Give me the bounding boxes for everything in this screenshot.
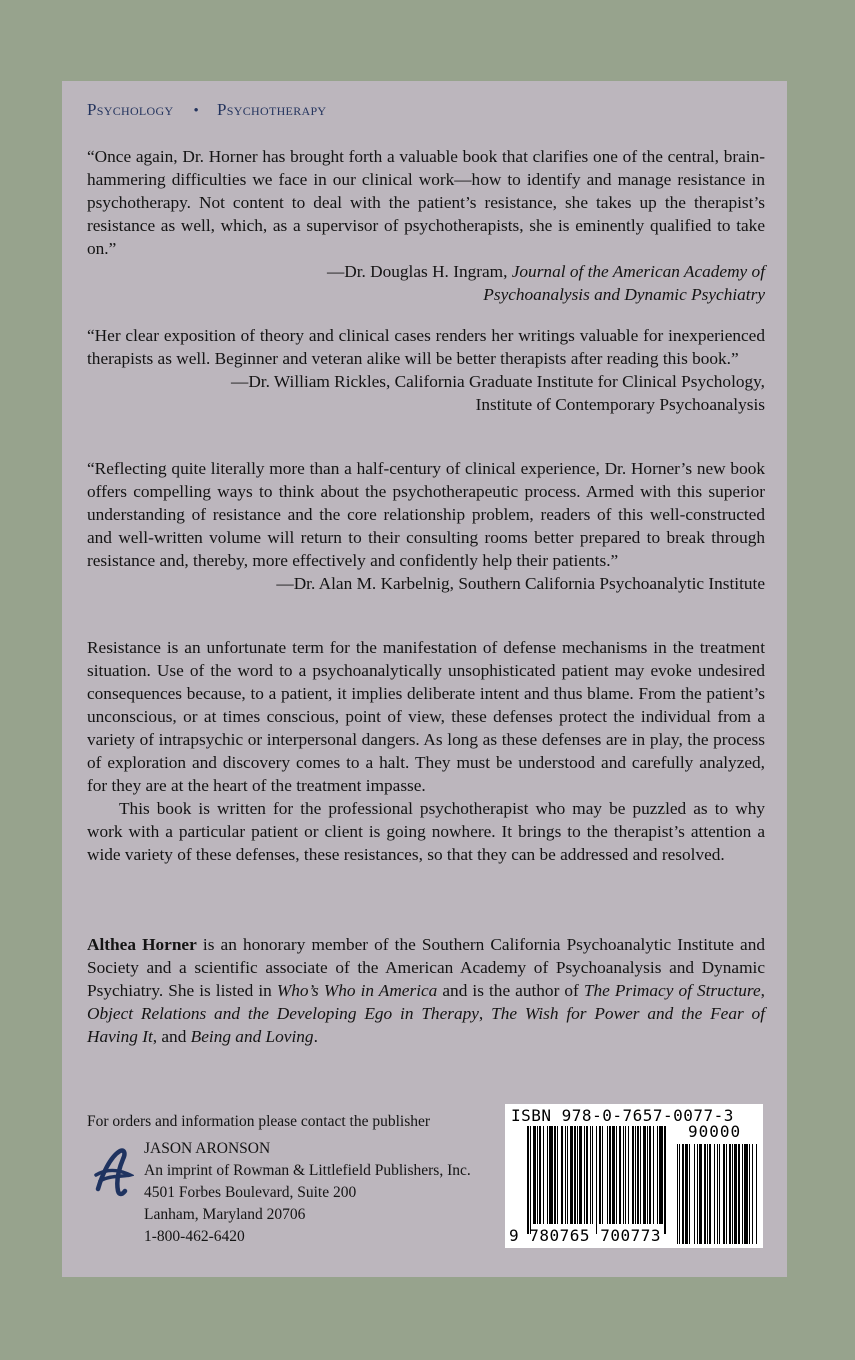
- barcode-bar: [592, 1126, 593, 1224]
- back-cover-panel: [62, 81, 787, 1277]
- barcode-bar: [599, 1126, 601, 1224]
- publisher-imprint: An imprint of Rowman & Littlefield Publishers, Inc.: [144, 1162, 471, 1179]
- barcode-bar: [537, 1126, 538, 1224]
- barcode-bar: [640, 1126, 641, 1224]
- addon-bar: [719, 1144, 720, 1244]
- quote-2-text: “Her clear exposition of theory and clinical cases renders her writings valuable for inexperienced therapists as well. Beginner and veteran alike will be better therapists after reading this book.”: [87, 326, 765, 368]
- author-name: Althea Horner: [87, 935, 197, 954]
- price-addon-number: 90000: [688, 1122, 742, 1141]
- barcode-bar: [625, 1126, 626, 1224]
- addon-bar: [704, 1144, 706, 1244]
- addon-bar: [709, 1144, 711, 1244]
- barcode-bar: [567, 1126, 568, 1224]
- barcode-bar: [533, 1126, 536, 1224]
- barcode-bar: [554, 1126, 556, 1224]
- barcode-bar: [653, 1126, 654, 1224]
- quote-2-attribution-line1: —Dr. William Rickles, California Graduate Institute for Clinical Psychology,: [231, 372, 765, 391]
- barcode-bar: [543, 1126, 544, 1224]
- addon-bar: [679, 1144, 680, 1244]
- bio-title-primacy: The Primacy of Structure: [583, 981, 761, 1000]
- barcode-bar: [635, 1126, 636, 1224]
- addon-bar: [729, 1144, 731, 1244]
- addon-bar: [682, 1144, 684, 1244]
- addon-bar: [714, 1144, 715, 1244]
- addon-bar: [685, 1144, 688, 1244]
- description-paragraph-1: Resistance is an unfortunate term for the manifestation of defense mechanisms in the treatment situation. Use of the word to a psychoanalytically unsophisticated patient may evoke undesired consequences because, to a patient, it implies deliberate intent and thus blame. From the patient’s unconscious, or at times conscious, point of view, these defenses protect the individual from a variety of intrapsychic or interpersonal dangers. As long as these defenses are in play, the process of exploration and discovery comes to a halt. They must be understood and carefully analyzed, for they are at the heart of the treatment impasse.: [87, 638, 765, 795]
- barcode-bar: [530, 1126, 531, 1234]
- barcode-bar: [527, 1126, 529, 1234]
- barcode-bar: [586, 1126, 588, 1224]
- book-description: [87, 636, 765, 866]
- barcode-bar: [643, 1126, 646, 1224]
- addon-bar: [697, 1144, 698, 1244]
- barcode-bar: [584, 1126, 585, 1224]
- quote-1-text: “Once again, Dr. Horner has brought forth a valuable book that clarifies one of the central, brain-hammering difficulties we face in our clinical work—how to identify and manage resistance in psychotherapy. Not content to deal with the patient’s resistance, she takes up the therapist’s resistance as well, which, as a supervisor of psychotherapists, she is eminently qualified to take on.”: [87, 147, 765, 258]
- ean-digits: 9 780765 700773: [509, 1226, 661, 1245]
- barcode-bar: [623, 1126, 624, 1224]
- quote-3-attribution: —Dr. Alan M. Karbelnig, Southern California Psychoanalytic Institute: [276, 574, 765, 593]
- barcode-bar: [596, 1126, 597, 1234]
- addon-bar: [752, 1144, 753, 1244]
- barcode-bar: [590, 1126, 591, 1224]
- author-bio: Althea Horner is an honorary member of the Southern California Psychoanalytic Institute and Society and a scientific associate of the American Academy of Psychoanalysis and Dynamic Psychiatry. She is listed in Who’s Who in America and is the author of The Primacy of Structure, Object Relations and the Developing Ego in Therapy, The Wish for Power and the Fear of Having It, and Being and Loving.: [87, 935, 766, 1046]
- barcode-bar: [547, 1126, 548, 1224]
- quote-1-source: Journal of the American Academy of Psychoanalysis and Dynamic Psychiatry: [483, 262, 765, 304]
- barcode-bar: [616, 1126, 617, 1224]
- barcode-bar: [539, 1126, 541, 1224]
- quote-1-attribution: —Dr. Douglas H. Ingram, Journal of the American Academy of Psychoanalysis and Dynamic Psychiatry: [326, 262, 765, 304]
- barcode-bar: [561, 1126, 563, 1224]
- publisher-address-1: 4501 Forbes Boulevard, Suite 200: [144, 1184, 357, 1201]
- addon-bar: [756, 1144, 757, 1244]
- barcode-bar: [647, 1126, 648, 1224]
- barcode-bar: [659, 1126, 663, 1224]
- category-header: [87, 100, 326, 120]
- addon-bar: [694, 1144, 695, 1244]
- bio-title-wish-for-power: The Wish for Power and the Fear of Having It: [87, 1004, 765, 1046]
- review-quote-3: [87, 457, 765, 595]
- addon-bar: [744, 1144, 748, 1244]
- publisher-phone: 1-800-462-6420: [144, 1228, 245, 1245]
- contact-line: For orders and information please contact the publisher: [87, 1113, 431, 1130]
- addon-bar: [699, 1144, 702, 1244]
- description-paragraph-2: This book is written for the professional psychotherapist who may be puzzled as to why work with a particular patient or client is going nowhere. It brings to the therapist’s attention a wide variety of these defenses, these resistances, so that they can be addressed and resolved.: [87, 799, 765, 864]
- addon-bar: [723, 1144, 725, 1244]
- addon-bar: [726, 1144, 727, 1244]
- barcode-bar: [664, 1126, 666, 1234]
- barcode-bar: [607, 1126, 608, 1224]
- addon-bar: [738, 1144, 740, 1244]
- category-psychotherapy: Psychotherapy: [217, 100, 327, 119]
- barcode-bar: [602, 1126, 603, 1224]
- review-quote-1: [87, 145, 765, 306]
- addon-bar: [732, 1144, 733, 1244]
- barcode-bar: [574, 1126, 576, 1224]
- isbn-label: ISBN 978-0-7657-0077-3: [511, 1106, 734, 1125]
- publisher-info: [144, 1138, 471, 1248]
- bio-title-being-and-loving: Being and Loving: [190, 1027, 314, 1046]
- bio-title-whos-who: Who’s Who in America: [276, 981, 438, 1000]
- bullet-separator: •: [193, 103, 200, 119]
- jason-aronson-logo-icon: [92, 1145, 134, 1197]
- barcode-bar: [637, 1126, 639, 1224]
- barcode-bar: [609, 1126, 611, 1224]
- addon-bar: [707, 1144, 708, 1244]
- bio-title-object-relations: Object Relations and the Developing Ego in Therapy: [87, 1004, 479, 1023]
- barcode-bar: [632, 1126, 634, 1224]
- addon-bar: [717, 1144, 718, 1244]
- barcode-bar: [612, 1126, 615, 1224]
- barcode-bar: [570, 1126, 573, 1224]
- barcode-bar: [619, 1126, 621, 1224]
- addon-bar: [734, 1144, 737, 1244]
- addon-bar: [742, 1144, 743, 1244]
- barcode-bar: [579, 1126, 582, 1224]
- isbn-barcode: [505, 1104, 763, 1248]
- quote-3-text: “Reflecting quite literally more than a half-century of clinical experience, Dr. Horner’s new book offers compelling ways to think about the psychotherapeutic process. Armed with this superior understanding of resistance and the core relationship problem, readers of this well-constructed and well-written volume will return to their consulting rooms better prepared to break through resistance and, thereby, more effectively and confidently help their patients.”: [87, 459, 765, 570]
- addon-bar: [689, 1144, 690, 1244]
- barcode-bar: [577, 1126, 578, 1224]
- addon-bar: [677, 1144, 678, 1244]
- barcode-bar: [657, 1126, 658, 1224]
- barcode-bar: [628, 1126, 629, 1224]
- category-psychology: Psychology: [87, 100, 174, 119]
- barcode-bar: [649, 1126, 651, 1224]
- barcode-bar: [549, 1126, 553, 1224]
- publisher-name: JASON ARONSON: [144, 1140, 271, 1157]
- quote-2-attribution-line2: Institute of Contemporary Psychoanalysis: [475, 395, 765, 414]
- publisher-address-2: Lanham, Maryland 20706: [144, 1206, 306, 1223]
- addon-bar: [749, 1144, 750, 1244]
- barcode-bar: [565, 1126, 566, 1224]
- review-quote-2: [87, 324, 765, 416]
- barcode-bar: [557, 1126, 558, 1224]
